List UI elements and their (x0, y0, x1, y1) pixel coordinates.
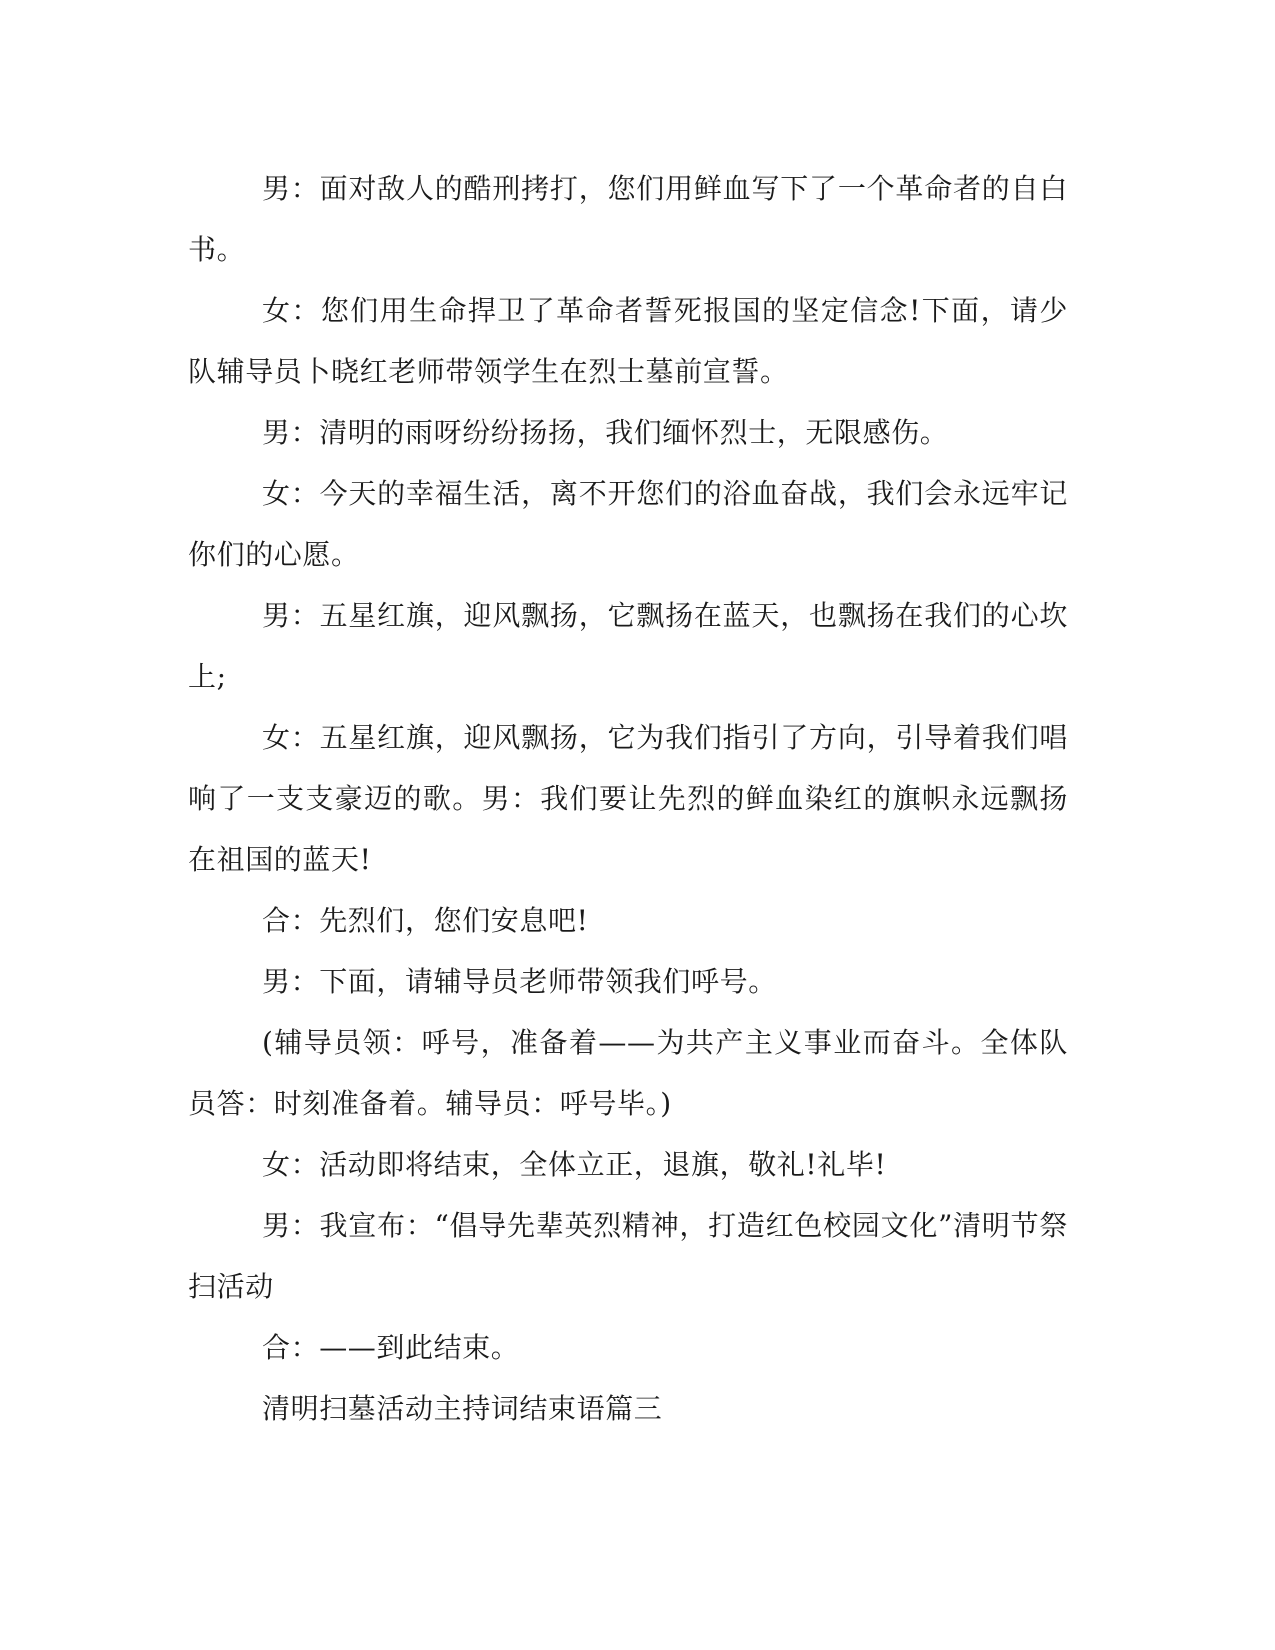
paragraph-3: 男：清明的雨呀纷纷扬扬，我们缅怀烈士，无限感伤。 (262, 416, 949, 449)
paragraph-5: 男：五星红旗，迎风飘扬，它飘扬在蓝天，也飘扬在我们的心坎上; (188, 599, 1068, 693)
document-body (188, 158, 1068, 1439)
paragraph-1: 男：面对敌人的酷刑拷打，您们用鲜血写下了一个革命者的自白书。 (188, 172, 1068, 266)
paragraph-7: 合：先烈们，您们安息吧! (262, 904, 589, 937)
paragraph-8: 男：下面，请辅导员老师带领我们呼号。 (262, 965, 777, 998)
paragraph-6: 女：五星红旗，迎风飘扬，它为我们指引了方向，引导着我们唱响了一支支豪迈的歌。男：我们要让先烈的鲜血染红的旗帜永远飘扬在祖国的蓝天! (188, 721, 1068, 876)
paragraph-9: (辅导员领：呼号，准备着——为共产主义事业而奋斗。全体队员答：时刻准备着。辅导员：呼号毕。) (188, 1026, 1068, 1120)
paragraph-4: 女：今天的幸福生活，离不开您们的浴血奋战，我们会永远牢记你们的心愿。 (188, 477, 1068, 571)
paragraph-10: 女：活动即将结束，全体立正，退旗，敬礼!礼毕! (262, 1148, 887, 1181)
paragraph-12: 合：——到此结束。 (262, 1331, 520, 1364)
paragraph-2: 女：您们用生命捍卫了革命者誓死报国的坚定信念!下面，请少队辅导员卜晓红老师带领学生在烈士墓前宣誓。 (188, 294, 1068, 388)
section-heading: 清明扫墓活动主持词结束语篇三 (262, 1392, 663, 1425)
paragraph-11: 男：我宣布：“倡导先辈英烈精神，打造红色校园文化”清明节祭扫活动 (188, 1209, 1068, 1303)
